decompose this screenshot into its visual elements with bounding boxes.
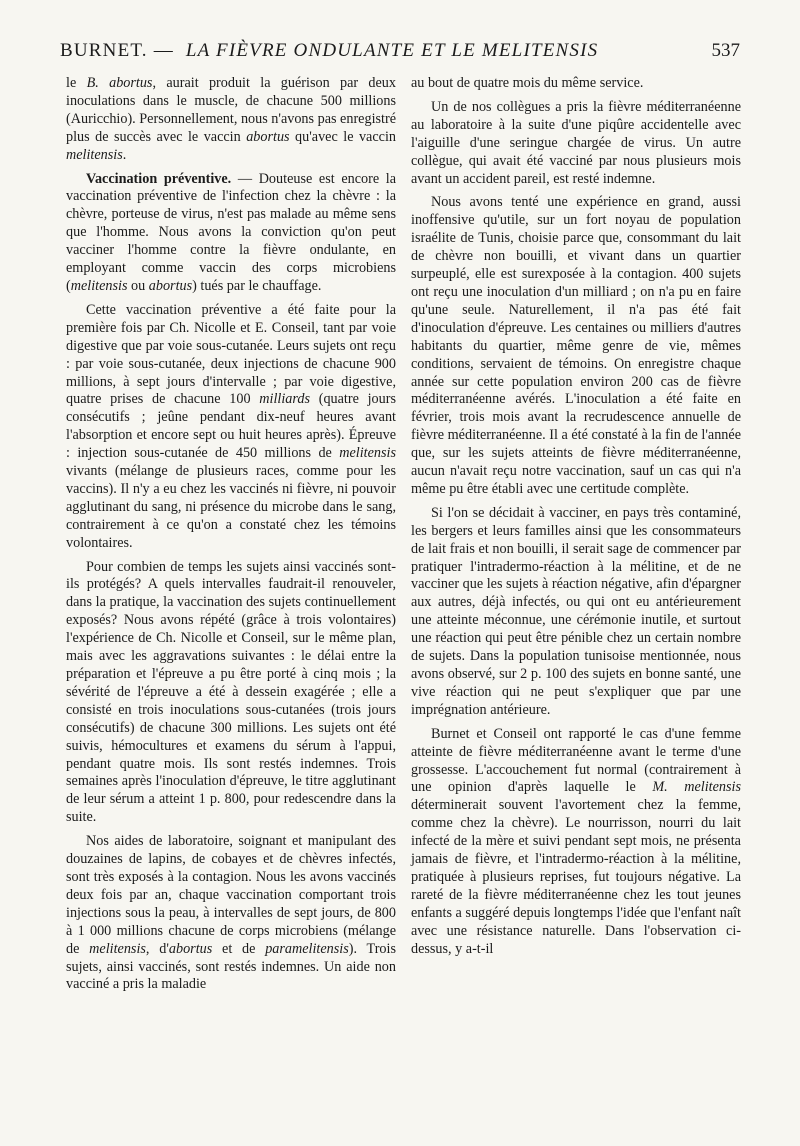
- paragraph: le B. abortus, aurait produit la guérison par deux inoculations dans le muscle, de chacune 500 millions (Auricchio). Personnellement, nous n'avons pas enregistré plus de succès avec le vaccin abortus qu'avec le vaccin melitensis.: [66, 75, 396, 163]
- running-header: [60, 40, 740, 72]
- paragraph: Burnet et Conseil ont rapporté le cas d'une femme atteinte de fièvre méditerranéenne avant le terme d'une grossesse. L'accouchement fut normal (contrairement à une opinion d'après laquelle le M. melitensis déterminerait souvent l'avortement chez la femme, comme chez la chèvre). Le nourrisson, nourri du lait infecté de la mère et suivi pendant sept mois, ne présenta jamais de fièvre, et l'intradermo-réaction à la mélitine, pratiquée à plusieurs reprises, fut toujours négative. La rareté de la fièvre méditerranéenne chez les tout jeunes enfants a suggéré depuis longtemps l'idée que l'enfant naît avec une résistance naturelle. Dans l'observation ci-dessus, y a-t-il: [411, 725, 741, 957]
- paragraph: Cette vaccination préventive a été faite pour la première fois par Ch. Nicolle et E. Conseil, tant par voie digestive que par voie sous-cutanée. Leurs sujets ont reçu : par voie sous-cutanée, deux injections de chacune 900 millions, à sept jours d'intervalle ; par voie digestive, quatre prises de chacune 100 milliards (quatre jours consécutifs ; jeûne pendant dix-neuf heures avant l'absorption et encore sept ou huit heures après). Épreuve : injection sous-cutanée de 450 millions de melitensis vivants (mélange de plusieurs races, comme pour les vaccins). Il n'y a eu chez les vaccinés ni fièvre, ni pouvoir agglutinant du sang, ni présence du microbe dans le sang, contrairement à ce qu'on a constaté chez les témoins volontaires.: [66, 301, 396, 551]
- paragraph: au bout de quatre mois du même service.: [411, 75, 644, 91]
- paragraph: Vaccination préventive. — Douteuse est encore la vaccination préventive de l'infection chez la chèvre : la chèvre, porteuse de virus, n'est pas malade au même sens que l'homme. Nous avons la conviction qu'on peut vacciner l'homme contre la fièvre ondulante, en employant comme vaccin des corps microbiens (melitensis ou abortus) tués par le chauffage.: [66, 170, 396, 294]
- right-column: [411, 75, 741, 965]
- paragraph: Nous avons tenté une expérience en grand, aussi inoffensive qu'utile, sur un fort noyau de population israélite de Tunis, choisie parce que, consommant du lait de chèvre non bouilli, et vivant dans un quartier surpeuplé, elle est surexposée à la contagion. 400 sujets ont reçu une inoculation d'un milliard ; on n'a pu en faire qu'une seule. Naturellement, il n'a pas été fait d'inoculation d'épreuve. Les centaines ou milliers d'autres habitants du quartier, même genre de vie, mêmes conditions, servaient de témoins. On enregistre chaque année sur cette population environ 200 cas de fièvre méditerranéenne avérés. L'inoculation a été faite en février, trois mois avant la recrudescence annuelle de fièvre méditerranéenne. Il a été constaté à la fin de l'année que, sur les sujets atteints de fièvre méditerranéenne, aucun n'avait reçu notre vaccination, sauf un cas qui n'a même pu être établi avec une certitude complète.: [411, 194, 741, 497]
- header-running-title: LA FIÈVRE ONDULANTE ET LE MELITENSIS: [185, 40, 599, 61]
- paragraph: Pour combien de temps les sujets ainsi vaccinés sont-ils protégés? A quels intervalles faudrait-il renouveler, dans la pratique, la vaccination des sujets continuellement exposés? Nous avons répété (grâce à trois volontaires) l'expérience de Ch. Nicolle et Conseil, sur le même plan, mais avec les aggravations suivantes : le délai entre la préparation et l'épreuve a pu être porté à cinq mois ; la sévérité de l'épreuve a été à dessein exagérée ; elle a consisté en trois inoculations sous-cutanées (trois jours consécutifs) de chacune 300 millions. Les sujets ont été suivis, hémocultures et examens du sérum à l'appui, pendant quatre mois. Ils sont restés indemnes. Trois semaines après l'inoculation d'épreuve, le titre agglutinant de leur sérum a atteint 1 p. 800, pour redescendre dans la suite.: [66, 558, 396, 826]
- paragraph: Nos aides de laboratoire, soignant et manipulant des douzaines de lapins, de cobayes et de chèvres infectés, sont très exposés à la contagion. Nous les avons vaccinés deux fois par an, chaque vaccination comportant trois injections sous la peau, à intervalles de sept jours, de 800 à 1 000 millions chacune de corps microbiens (mélange de melitensis, d'abortus et de paramelitensis). Trois sujets, ainsi vaccinés, sont restés indemnes. Un aide non vacciné a pris la maladie: [66, 833, 396, 993]
- paragraph: Si l'on se décidait à vacciner, en pays très contaminé, les bergers et leurs familles ainsi que les consommateurs de lait frais et non bouilli, il serait sage de commencer par pratiquer l'intradermo-réaction à la mélitine, et de ne vacciner que les sujets à réaction négative, afin d'épargner aux autres, déjà infectés, ou qui ont eu antérieurement une atteinte méconnue, une cérémonie inutile, et surtout une réaction qui peut être pénible chez un certain nombre de sujets. Dans la population tunisoise mentionnée, nous avons observé, sur 2 p. 100 des sujets en bonne santé, une vive réaction qui ne peut s'expliquer que par une imprégnation antérieure.: [411, 504, 741, 718]
- header-author: BURNET.: [60, 40, 148, 61]
- header-title: [60, 40, 598, 62]
- left-column: [66, 75, 396, 1000]
- paragraph: Un de nos collègues a pris la fièvre méditerranéenne au laboratoire à la suite d'une piqûre accidentelle avec l'aiguille d'une seringue chargée de virus. Un autre collègue, qui avait été vacciné par nous plusieurs mois avant un accident pareil, est resté indemne.: [411, 98, 741, 187]
- header-dash: —: [153, 40, 174, 61]
- page-number: 537: [711, 40, 740, 61]
